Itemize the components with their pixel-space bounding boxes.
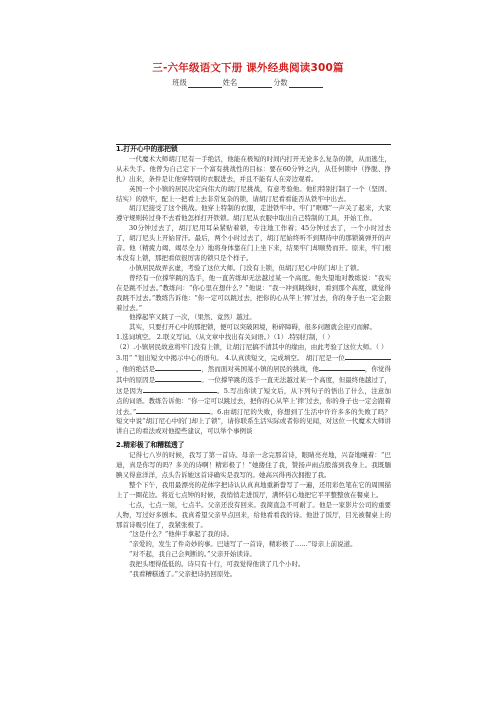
s2-paragraph: “这是什么？”他伸手拿起了我的诗。 xyxy=(129,530,234,539)
s2-paragraph: “对不起，我自己会判断的。”父亲开始读诗。 xyxy=(129,550,256,559)
s1-paragraph: 30分钟过去了，胡汀尼用耳朵紧贴着锁，专注地工作着；45分钟过去了，一个小时过去了，胡汀尼头上开始冒汗。最后，两个小时过去了，胡汀尼始终听不到期待中的那锁簧弹开的声音。他（精疲力竭、竭尽全力）地将身体靠在门上坐下来，结果牢门却顺势而开。原来，牢门根本没有上锁，那把看似很厉害的锁只是个样子。 xyxy=(116,224,391,262)
s1-paragraph: 胡汀尼接受了这个挑战。他穿上特制的衣服，走进铁牢中。牢门“哐啷”一声关了起来，大家遵守规则转过身不去看他怎样打开铁锁。胡汀尼从衣服中取出自己特制的工具，开始工作。 xyxy=(116,204,391,223)
score-label: 分数 xyxy=(273,78,288,87)
question-1-2: 1.选词填空。 2.联义写词。（从文章中找出有关词语。）（1）.特别打制，（ ） xyxy=(116,333,334,342)
score-blank[interactable] xyxy=(289,80,323,88)
s1-paragraph: 他撑起竿又跳了一次，（果然、竟然）越过。 xyxy=(129,313,256,322)
student-info-line xyxy=(0,78,496,88)
document-title: 三-六年级语文下册 课外经典阅读300篇 xyxy=(152,62,344,74)
name-blank[interactable] xyxy=(238,80,272,88)
s2-paragraph: “亲爱的，发生了件奇妙的事。巴迪写了一首诗，精彩极了……”母亲上前说道。 xyxy=(129,540,357,549)
class-blank[interactable] xyxy=(188,80,222,88)
section-2-heading: 2.精彩极了和糟糕透了 xyxy=(116,441,185,450)
answer-blank[interactable] xyxy=(155,364,201,371)
s2-paragraph: 记得七八岁的时候，我写了第一首诗。母亲一念完那首诗，眼睛亮亮地，兴奋地嚷着：“巴迪，真是你写的吗？多美的诗啊！精彩极了！”她搂住了我，赞扬声雨点般落到我身上。我既腼腆又得意洋洋，点头告诉她这首诗确实是我写的。她高兴得再次拥抱了我。 xyxy=(116,451,391,479)
answer-blank[interactable] xyxy=(319,364,365,371)
s1-paragraph: 曾经有一位撑竿跳的选手，他一直苦练却无法越过某一个高度。他失望地对教练说：“我实在是跳不过去。”教练问：“你心里在想什么？”他说：“我一冲到跳线时，看到那个高度，就觉得我跳不过去。”教练告诉他：“你一定可以跳过去，把你的心从竿上‘摔’过去，你的身子也一定会跟着过去。” xyxy=(116,273,391,312)
answer-blank[interactable] xyxy=(136,407,210,414)
question-6-text: 。6.由胡汀尼的失败，你想到了生活中许许多多的失败了吗？短文中说“胡汀尼心中的门却上了锁”，请你联系生活实际或者你的见闻，对这位一代魔术大师讲讲自己的看法或对他提些建议，可以举个事例谈 xyxy=(116,407,392,436)
question-5-text: 。5.写出你读了短文后，从下列句子的悟出了什么，注意加点的词语。教练告诉他：“你一定可以跳过去，把你的心从竿上‘摔’过去，你的身子也一定会跟着过去。” xyxy=(116,386,392,416)
answer-blank[interactable] xyxy=(345,353,391,360)
answer-blank[interactable] xyxy=(155,375,201,382)
s2-paragraph: 我把头埋得低低的。诗只有十行，可我觉得他读了几个小时。 xyxy=(129,560,305,569)
s1-paragraph: 英国一个小镇的居民决定向伟大的胡汀尼挑战，有意考验他。他们特别打制了一个（坚固、结实）的铁牢，配上一把看上去非常复杂的锁，请胡汀尼看看能否从铁牢中出去。 xyxy=(116,184,391,203)
s2-paragraph: 七点，七点一刻，七点半。父亲还没有回来。我简直急不可耐了。他是一家影片公司的重要人物，写过好多剧本。我真希望父亲早点回来，给他看看我的诗。他进了饭厅，目光被餐桌上的那首诗吸引住了，我紧张极了。 xyxy=(116,500,391,529)
answer-blank[interactable] xyxy=(143,386,217,393)
questions-3-6 xyxy=(116,353,391,437)
question-4-text: 。一位撑竿跳的选手一直无法越过某一个高度，但最终他越过了，这是因为 xyxy=(116,375,392,395)
class-label: 班级 xyxy=(172,78,187,87)
s1-paragraph: 其实，只要打开心中的那把锁，便可以突破困境，粉碎障碍，很多问题就会迎刃而解。 xyxy=(129,323,376,332)
question-2-part-2: （2）.小镇居民故意将牢门没有上锁，让胡汀尼搞不清其中的缘由，由此考验了这位大师。（ ） xyxy=(116,343,388,352)
section-1-heading: 1.打开心中的那把锁 xyxy=(116,145,178,153)
question-4-text: ，你觉得其中的原因是 xyxy=(116,364,392,384)
question-4-text: ，他的绝活是 xyxy=(116,364,156,373)
s1-paragraph: 小镇居民故弄玄虚，考验了这位大师。门没有上锁，但胡汀尼心中的门却上了锁。 xyxy=(129,263,363,272)
s1-paragraph: 一代魔术大师胡汀尼有一手绝活，他能在极短的时间内打开无论多么复杂的锁，从而逃生，从未失手。他曾为自己定下一个富有挑战性的目标：要在60分钟之内，从任何锁中（挣脱、挣扎）出来，条件是让他穿特别的衣服进去，并且不能有人在旁边观看。 xyxy=(116,154,391,183)
s2-paragraph: “我看糟糕透了。”父亲把诗扔回原处。 xyxy=(129,570,237,579)
question-4-text: ，然而面对英国某小镇的居民的挑战，他 xyxy=(201,364,319,373)
article-body xyxy=(116,112,391,580)
s2-paragraph: 整个下午，我用最漂亮的花体字把诗认认真真地重新誊写了一遍，还用彩色笔在它的周围描上了一圈花边。将近七点钟的时候，我悄悄走进饭厅，满怀信心地把它平平整整放在餐桌上。 xyxy=(116,480,391,499)
question-3-text: 3.用“ ”划出短文中揭示中心的语句。 4.认真读短文，完成填空。 胡汀尼是一位 xyxy=(116,354,345,363)
name-label: 姓名 xyxy=(222,78,238,87)
